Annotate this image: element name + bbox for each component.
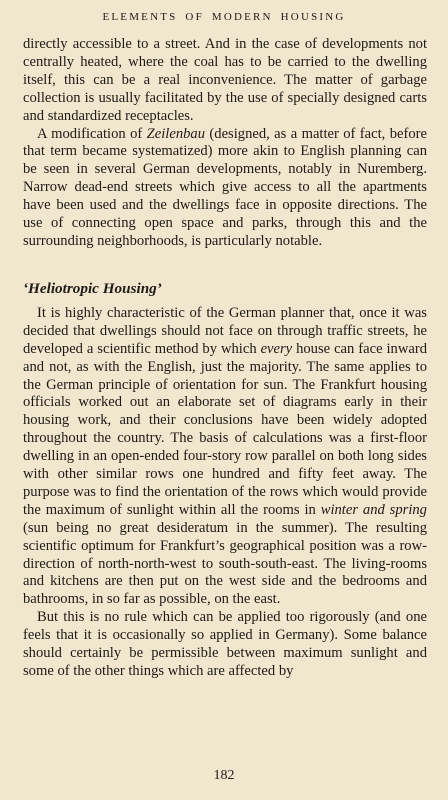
- running-head: ELEMENTS OF MODERN HOUSING: [102, 11, 346, 23]
- paragraph-4: But this is no rule which can be applied too rigorously (and one feels that it is occasionally so applied in Germany). Some balance should certainly be permissible between maximum sunlight and some of the other things which are affected by: [23, 609, 427, 679]
- paragraph-3-text-2: house can face inward and not, as with the English, just the majority. The same applies to the German principle of orientation for sun. The Frankfurt housing officials worked out an elaborate set of diagrams early in their housing work, and their conclusions have been widely adopted throughout the country. The basis of calculations was a first-floor dwelling in an open-ended four-story row parallel on both long sides with other similar rows one hundred and fifty feet away. The purpose was to find the orientation of the rows which would provide the maximum of sunlight within all the rooms in: [23, 340, 427, 518]
- paragraph-2-italic-term: Zeilenbau: [146, 125, 206, 142]
- paragraph-3-italic-2: winter and spring: [320, 501, 427, 518]
- section-heading: ‘Heliotropic Housing’: [23, 279, 162, 297]
- paragraph-2-text-2: (designed, as a matter of fact, before that term became systematized) more akin to English planning can be seen in several German developments, notably in Nuremberg. Narrow dead-end streets which give access to all the apartments have been used and the dwellings face in opposite directions. The use of connecting open space and parks, through this and the surrounding neighborhoods, is particularly notable.: [23, 125, 427, 249]
- paragraph-2: [23, 126, 427, 251]
- section-spacer: [23, 251, 427, 280]
- paragraph-3: [23, 305, 427, 609]
- paragraph-2-text-1: A modification of: [37, 125, 147, 142]
- page-number: 182: [213, 768, 235, 783]
- body-text: [23, 36, 427, 681]
- paragraph-3-italic-1: every: [260, 340, 293, 357]
- paragraph-3-text-3: (sun being no great desideratum in the summer). The resulting scientific optimum for Frankfurt’s geographical position was a row-direction of north-north-west to south-south-east. The living-rooms and kitchens are then put on the west side and the bedrooms and bathrooms, in so far as possible, on the east.: [23, 519, 427, 608]
- paragraph-1: directly accessible to a street. And in the case of developments not centrally heated, where the coal has to be carried to the dwelling itself, this can be a real inconvenience. The matter of garbage collection is usually facilitated by the use of specially designed carts and standardized receptacles.: [23, 36, 427, 124]
- paragraph-3-text-1: It is highly characteristic of the German planner that, once it was decided that dwellings should not face on through traffic streets, he developed a scientific method by which: [23, 304, 427, 357]
